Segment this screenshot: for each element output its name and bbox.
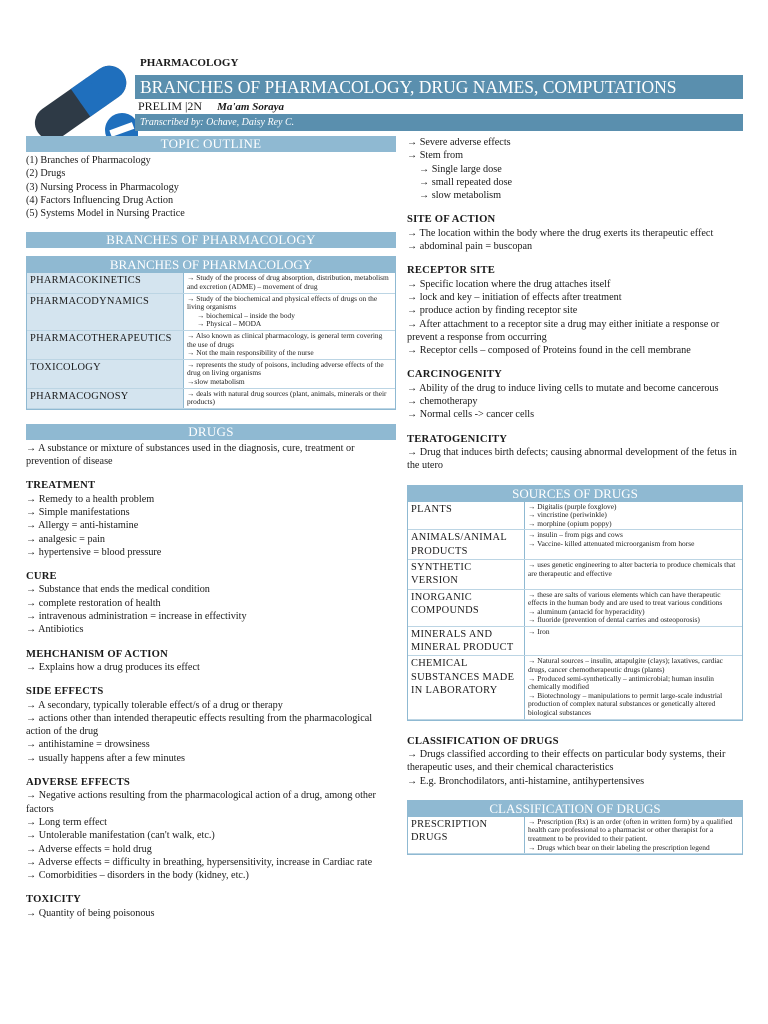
pill-logo-icon: [22, 56, 138, 148]
outline-item: (2) Drugs: [26, 168, 66, 180]
document-title: BRANCHES OF PHARMACOLOGY, DRUG NAMES, COMPUTATIONS: [135, 75, 743, 99]
block-line: → lock and key – initiation of effects after treatment: [407, 291, 622, 303]
sub-line: → slow metabolism: [419, 190, 502, 202]
row-description: [184, 293, 396, 330]
block-heading: ADVERSE EFFECTS: [26, 777, 130, 789]
block-line: → Explains how a drug produces its effect: [26, 661, 200, 673]
block-line: → Receptor cells – composed of Proteins found in the cell membrane: [407, 345, 691, 357]
row-label: PHARMACOTHERAPEUTICS: [27, 331, 184, 360]
row-description: [525, 502, 743, 530]
table-row: [27, 388, 395, 408]
table-row: [408, 817, 742, 854]
description-line: → fluoride (prevention of dental carries and osteoporosis): [528, 615, 700, 625]
row-label: PHARMACODYNAMICS: [27, 293, 184, 330]
sub-line: → small repeated dose: [419, 176, 513, 188]
description-line: → biochemical – inside the body: [197, 310, 295, 320]
outline-item: (4) Factors Influencing Drug Action: [26, 194, 174, 206]
row-label: PLANTS: [408, 502, 525, 530]
branches-table-title: BRANCHES OF PHARMACOLOGY: [27, 257, 395, 273]
block-line: → Quantity of being poisonous: [26, 907, 155, 919]
left-blocks: [26, 479, 396, 920]
row-label: PRESCRIPTION DRUGS: [408, 817, 525, 854]
block-heading: SITE OF ACTION: [407, 214, 496, 226]
topic-outline-title: TOPIC OUTLINE: [26, 136, 396, 152]
toxicity-continued: [407, 136, 743, 202]
teacher-name: Ma'am Soraya: [217, 101, 285, 113]
row-label: PHARMACOGNOSY: [27, 388, 184, 408]
block-line: → Negative actions resulting from the pharmacological action of a drug, among other factors: [26, 790, 376, 815]
sources-table-title: SOURCES OF DRUGS: [408, 486, 742, 502]
topic-outline-list: [26, 154, 396, 220]
row-label: CHEMICAL SUBSTANCES MADE IN LABORATORY: [408, 656, 525, 719]
outline-item: (5) Systems Model in Nursing Practice: [26, 208, 185, 220]
outline-item: (1) Branches of Pharmacology: [26, 155, 151, 166]
block-heading: SIDE EFFECTS: [26, 686, 104, 698]
block-heading: MEHCHANISM OF ACTION: [26, 648, 168, 660]
classification-table-body: [408, 817, 742, 854]
row-label: SYNTHETIC VERSION: [408, 559, 525, 589]
description-line: → vincristine (periwinkle): [528, 510, 607, 520]
meta-row: [138, 99, 284, 114]
block-line: → A secondary, typically tolerable effect/s of a drug or therapy: [26, 699, 283, 711]
block-heading: CARCINOGENITY: [407, 369, 503, 381]
branches-table: [26, 256, 396, 409]
block-line: → Ability of the drug to induce living cells to mutate and become cancerous: [407, 382, 719, 394]
block-line: → Drug that induces birth defects; causing abnormal development of the fetus in the utero: [407, 446, 737, 472]
table-row: [408, 530, 742, 560]
description-line: → Prescription (Rx) is an order (often in written form) by a qualified health care professional to a pharmacist or other therapist for a treatment to be provided to their patient.: [528, 816, 733, 843]
classification-table: [407, 800, 743, 855]
branches-section-title: BRANCHES OF PHARMACOLOGY: [26, 232, 396, 248]
block-line: → abdominal pain = buscopan: [407, 241, 533, 253]
block-line: → Untolerable manifestation (can't walk, etc.): [26, 830, 215, 842]
block-heading: TREATMENT: [26, 480, 96, 492]
table-row: [27, 331, 395, 360]
row-label: TOXICOLOGY: [27, 359, 184, 388]
block-line: → Drugs classified according to their effects on particular body systems, their therapeutic uses, and their chemical characteristics: [407, 748, 726, 774]
block-line: → produce action by finding receptor site: [407, 305, 578, 317]
description-line: → morphine (opium poppy): [528, 518, 612, 528]
block-line: → Severe adverse effects: [407, 137, 511, 148]
row-label: PHARMACOKINETICS: [27, 273, 184, 293]
table-row: [27, 359, 395, 388]
table-row: [408, 656, 742, 719]
block-line: → Remedy to a health problem: [26, 493, 155, 505]
block-heading: RECEPTOR SITE: [407, 265, 496, 277]
row-label: ANIMALS/ANIMAL PRODUCTS: [408, 530, 525, 560]
description-line: → represents the study of poisons, including adverse effects of the drug on living organisms: [187, 359, 384, 378]
block-line: → Long term effect: [26, 816, 107, 828]
outline-item: (3) Nursing Process in Pharmacology: [26, 181, 179, 193]
sub-line: → Single large dose: [419, 163, 502, 175]
description-line: → Study of the biochemical and physical effects of drugs on the living organisms: [187, 293, 378, 312]
row-description: [184, 273, 396, 293]
description-line: → Digitalis (purple foxglove): [528, 501, 617, 511]
block-line: → Simple manifestations: [26, 506, 130, 518]
transcriber-bar: Transcribed by: Ochave, Daisy Rey C.: [135, 114, 743, 131]
classification-lines: [407, 748, 743, 788]
subject-label: PHARMACOLOGY: [140, 57, 239, 69]
drugs-section-title: DRUGS: [26, 424, 396, 440]
block-line: → E.g. Bronchodilators, anti-histamine, antihypertensives: [407, 775, 645, 787]
block-line: → Substance that ends the medical condition: [26, 584, 210, 596]
row-label: MINERALS AND MINERAL PRODUCT: [408, 626, 525, 656]
description-line: → insulin – from pigs and cows: [528, 530, 623, 540]
table-row: [408, 502, 742, 530]
left-column: [26, 136, 396, 920]
block-line: → Comorbidities – disorders in the body (kidney, etc.): [26, 870, 249, 882]
branches-table-body: [27, 273, 395, 408]
block-line: → Stem from: [407, 150, 464, 162]
row-description: [525, 530, 743, 560]
block-line: → intravenous administration = increase in effectivity: [26, 611, 247, 623]
table-row: [408, 559, 742, 589]
row-description: [525, 626, 743, 656]
block-line: → Allergy = anti-histamine: [26, 520, 139, 532]
block-line: → hypertensive = blood pressure: [26, 546, 162, 558]
block-line: → chemotherapy: [407, 396, 478, 408]
description-line: → these are salts of various elements which can have therapeutic effects in the human body and are used to treat various conditions: [528, 589, 723, 608]
description-line: →slow metabolism: [187, 377, 245, 387]
right-column: [407, 136, 743, 855]
table-row: [27, 273, 395, 293]
row-description: [525, 589, 743, 626]
description-line: → Iron: [528, 626, 550, 636]
right-blocks: [407, 213, 743, 472]
block-line: → The location within the body where the drug exerts its therapeutic effect: [407, 227, 714, 239]
sources-table: [407, 485, 743, 721]
description-line: → Produced semi-synthetically – antimicrobial; human insulin chemically modified: [528, 673, 714, 692]
description-line: → Drugs which bear on their labeling the prescription legend: [528, 842, 710, 852]
description-line: → aluminum (antacid for hyperacidity): [528, 606, 645, 616]
drugs-definition: → A substance or mixture of substances used in the diagnosis, cure, treatment or prevention of disease: [26, 442, 355, 468]
block-line: → Normal cells -> cancer cells: [407, 409, 535, 421]
block-line: → analgesic = pain: [26, 533, 106, 545]
prelim-label: PRELIM |2N: [138, 99, 203, 113]
classification-heading: CLASSIFICATION OF DRUGS: [407, 735, 559, 747]
block-line: → After attachment to a receptor site a drug may either initiate a response or prevent a response from occurring: [407, 318, 720, 343]
block-line: → Specific location where the drug attaches itself: [407, 278, 611, 290]
description-line: → Not the main responsibility of the nurse: [187, 348, 314, 358]
table-row: [27, 293, 395, 330]
row-description: [525, 656, 743, 719]
row-label: INORGANIC COMPOUNDS: [408, 589, 525, 626]
block-line: → Adverse effects = hold drug: [26, 843, 152, 855]
block-line: → Adverse effects = difficulty in breathing, hypersensitivity, increase in Cardiac rate: [26, 856, 373, 868]
row-description: [184, 331, 396, 360]
classification-table-title: CLASSIFICATION OF DRUGS: [408, 801, 742, 817]
description-line: → Physical – MODA: [197, 319, 262, 329]
block-heading: TOXICITY: [26, 894, 81, 906]
description-line: → Also known as clinical pharmacology, is general term covering the use of drugs: [187, 331, 383, 349]
row-description: [525, 817, 743, 854]
description-line: → Study of the process of drug absorption, distribution, metabolism and excretion (ADME) – movement of drug: [187, 273, 389, 292]
description-line: → Natural sources – insulin, attapulgite (clays); laxatives, cardiac drugs, cancer chemotherapeutic drugs (plants): [528, 656, 723, 675]
block-line: → antihistamine = drowsiness: [26, 739, 150, 751]
block-line: → complete restoration of health: [26, 597, 161, 609]
row-description: [184, 359, 396, 388]
block-line: → usually happens after a few minutes: [26, 752, 185, 764]
sources-table-body: [408, 502, 742, 720]
block-heading: CURE: [26, 571, 57, 583]
block-line: → Antibiotics: [26, 624, 84, 636]
description-line: → Vaccine- killed attenuated microorganism from horse: [528, 538, 695, 548]
table-row: [408, 589, 742, 626]
description-line: → deals with natural drug sources (plant, animals, minerals or their products): [187, 388, 387, 407]
row-description: [184, 388, 396, 408]
block-heading: TERATOGENICITY: [407, 433, 508, 445]
description-line: → uses genetic engineering to alter bacteria to produce chemicals that are therapeutic and effective: [528, 559, 736, 578]
block-line: → actions other than intended therapeutic effects resulting from the pharmacological action of the drug: [26, 712, 373, 738]
table-row: [408, 626, 742, 656]
description-line: → Biotechnology – manipulations to permit large-scale industrial production of complex natural substances or genetically altered biological substances: [528, 690, 723, 718]
row-description: [525, 559, 743, 589]
